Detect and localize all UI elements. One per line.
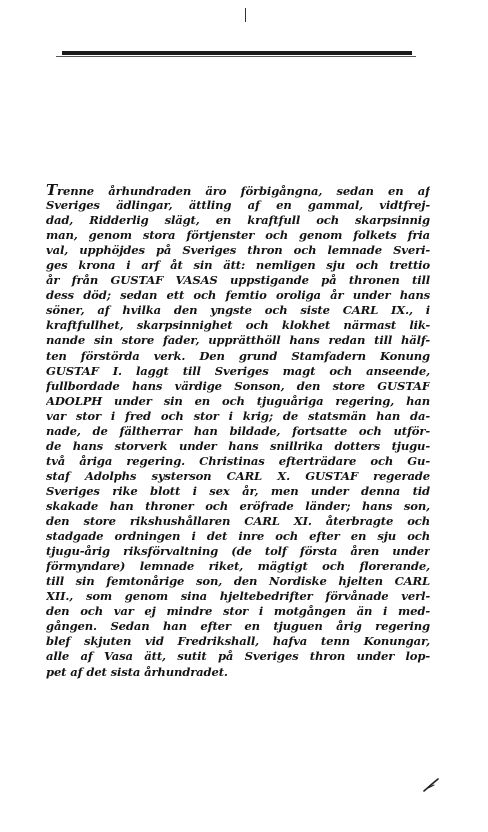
text-line: ges krona i arf åt sin ätt: nemligen sju och trettio — [46, 258, 430, 273]
header-rule — [62, 51, 412, 55]
text-line: stadgade ordningen i det inre och efter en sju och — [46, 529, 430, 544]
text-line: nande sin store fader, upprätthöll hans redan till hälf- — [46, 333, 430, 348]
text-line: förmyndare) lemnade riket, mägtigt och florerande, — [46, 559, 430, 574]
page-top-mark — [245, 8, 246, 22]
text-line: val, upphöjdes på Sveriges thron och lemnade Sveri- — [46, 243, 430, 258]
text-line: ten förstörda verk. Den grund Stamfadern Konung — [46, 348, 430, 363]
text-line: XII., som genom sina hjeltebedrifter förvånade verl- — [46, 589, 430, 604]
header-rule-thin — [56, 56, 416, 57]
text-line: år från GUSTAF VASAS uppstigande på thronen till — [46, 273, 430, 288]
ink-mark — [423, 778, 439, 792]
text-line: blef skjuten vid Fredrikshall, hafva tenn Konungar, — [46, 634, 430, 649]
text-line: Trenne århundraden äro förbigångna, sedan en af — [46, 183, 430, 199]
text-line: ADOLPH under sin en och tjuguåriga regering, han — [46, 393, 430, 408]
text-line: de hans storverk under hans snillrika dotters tjugu- — [46, 438, 430, 453]
text-line: den store rikshushållaren CARL XI. återbragte och — [46, 514, 430, 529]
text-line: Sveriges ädlingar, ättling af en gammal, vidtfrej- — [46, 198, 430, 213]
text-line: pet af det sista århundradet. — [46, 664, 228, 679]
text-line: skakade han throner och eröfrade länder; hans son, — [46, 498, 430, 513]
text-line: den och var ej mindre stor i motgången än i med- — [46, 604, 430, 619]
text-line: söner, af hvilka den yngste och siste CARL IX., i — [46, 303, 430, 318]
text-line: staf Adolphs systerson CARL X. GUSTAF regerade — [46, 468, 430, 483]
text-line: tjugu-årig riksförvaltning (de tolf första åren under — [46, 544, 430, 559]
text-line: till sin femtonårige son, den Nordiske hjelten CARL — [46, 574, 430, 589]
text-line: alle af Vasa ätt, sutit på Sveriges thron under lop- — [46, 649, 430, 664]
text-line: två åriga regering. Christinas efterträdare och Gu- — [46, 453, 430, 468]
text-line: dess död; sedan ett och femtio oroliga år under hans — [46, 288, 430, 303]
text-line: fullbordade hans värdige Sonson, den store GUSTAF — [46, 378, 430, 393]
body-paragraph — [46, 183, 430, 680]
text-line: kraftfullhet, skarpsinnighet och klokhet närmast lik- — [46, 318, 430, 333]
text-line: var stor i fred och stor i krig; de statsmän han da- — [46, 408, 430, 423]
text-line: Sveriges rike blott i sex år, men under denna tid — [46, 483, 430, 498]
text-line: GUSTAF I. laggt till Sveriges magt och anseende, — [46, 363, 430, 378]
text-line: man, genom stora förtjenster och genom folkets fria — [46, 228, 430, 243]
text-line: gången. Sedan han efter en tjuguen årig regering — [46, 619, 430, 634]
text-line: dad, Ridderlig slägt, en kraftfull och skarpsinnig — [46, 213, 430, 228]
text-line: nade, de fältherrar han bildade, fortsatte och utför- — [46, 423, 430, 438]
